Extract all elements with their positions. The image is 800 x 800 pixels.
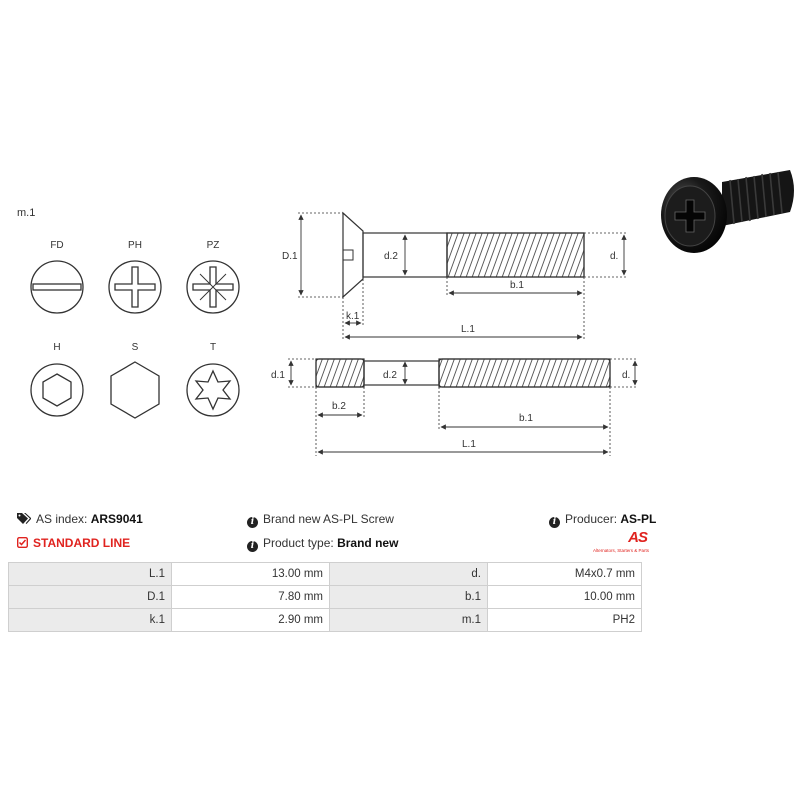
dim-L1-bottom: L.1	[462, 439, 476, 450]
product-type-label: Product type:	[263, 536, 334, 550]
dim-b1-top: b.1	[510, 280, 524, 291]
slotted-drive-icon	[31, 261, 83, 313]
spec-value: PH2	[488, 609, 642, 632]
pozidriv-drive-icon	[187, 261, 239, 313]
producer-value: AS-PL	[620, 512, 657, 526]
description	[247, 512, 394, 528]
head-label-pz: PZ	[206, 240, 220, 251]
hex-head-icon	[111, 362, 159, 418]
dim-k1-top: k.1	[346, 311, 360, 322]
head-label-fd: FD	[50, 240, 64, 251]
m-label: m.1	[17, 207, 36, 219]
spec-value: 10.00 mm	[488, 586, 642, 609]
info-icon: i	[247, 541, 258, 552]
dim-b2-bottom: b.2	[332, 401, 346, 412]
checkbox-checked-icon	[17, 537, 28, 548]
tags-icon	[17, 513, 31, 524]
head-label-h: H	[53, 342, 61, 353]
logo-tagline: Alternators, Starters & Parts	[592, 548, 649, 553]
dim-D1-top: D.1	[282, 251, 298, 262]
spec-table	[8, 562, 642, 632]
hex-socket-drive-icon	[31, 364, 83, 416]
info-icon: i	[549, 517, 560, 528]
table-row	[9, 586, 642, 609]
as-logo	[585, 529, 649, 555]
torx-drive-icon	[187, 364, 239, 416]
producer-label: Producer:	[565, 512, 618, 526]
producer	[549, 512, 656, 528]
as-index-value: ARS9041	[90, 512, 143, 526]
table-row	[9, 609, 642, 632]
logo-brand: AS	[628, 529, 647, 546]
product-photo	[661, 170, 794, 253]
dim-L1-top: L.1	[461, 324, 475, 335]
table-row	[9, 563, 642, 586]
spec-label: m.1	[330, 609, 488, 632]
dim-d2-bottom: d.2	[383, 370, 397, 381]
spec-label: k.1	[9, 609, 172, 632]
description-text: Brand new AS-PL Screw	[263, 512, 394, 526]
head-label-s: S	[131, 342, 139, 353]
spec-label: L.1	[9, 563, 172, 586]
standard-line-label: STANDARD LINE	[33, 536, 131, 550]
spec-label: D.1	[9, 586, 172, 609]
phillips-drive-icon	[109, 261, 161, 313]
as-index-label: AS index:	[36, 512, 88, 526]
as-index	[17, 512, 143, 526]
dim-d2-top: d.2	[384, 251, 398, 262]
spec-value: 13.00 mm	[172, 563, 330, 586]
standard-line	[17, 536, 130, 550]
product-type-value: Brand new	[337, 536, 399, 550]
head-label-ph: PH	[128, 240, 142, 251]
dim-d-bottom: d.	[622, 370, 631, 381]
spec-label: b.1	[330, 586, 488, 609]
dim-b1-bottom: b.1	[519, 413, 533, 424]
spec-label: d.	[330, 563, 488, 586]
spec-value: M4x0.7 mm	[488, 563, 642, 586]
spec-value: 2.90 mm	[172, 609, 330, 632]
product-type	[247, 536, 398, 552]
info-icon: i	[247, 517, 258, 528]
dim-d1-bottom: d.1	[271, 370, 285, 381]
spec-value: 7.80 mm	[172, 586, 330, 609]
dim-d-top: d.	[610, 251, 619, 262]
head-label-t: T	[209, 342, 217, 353]
